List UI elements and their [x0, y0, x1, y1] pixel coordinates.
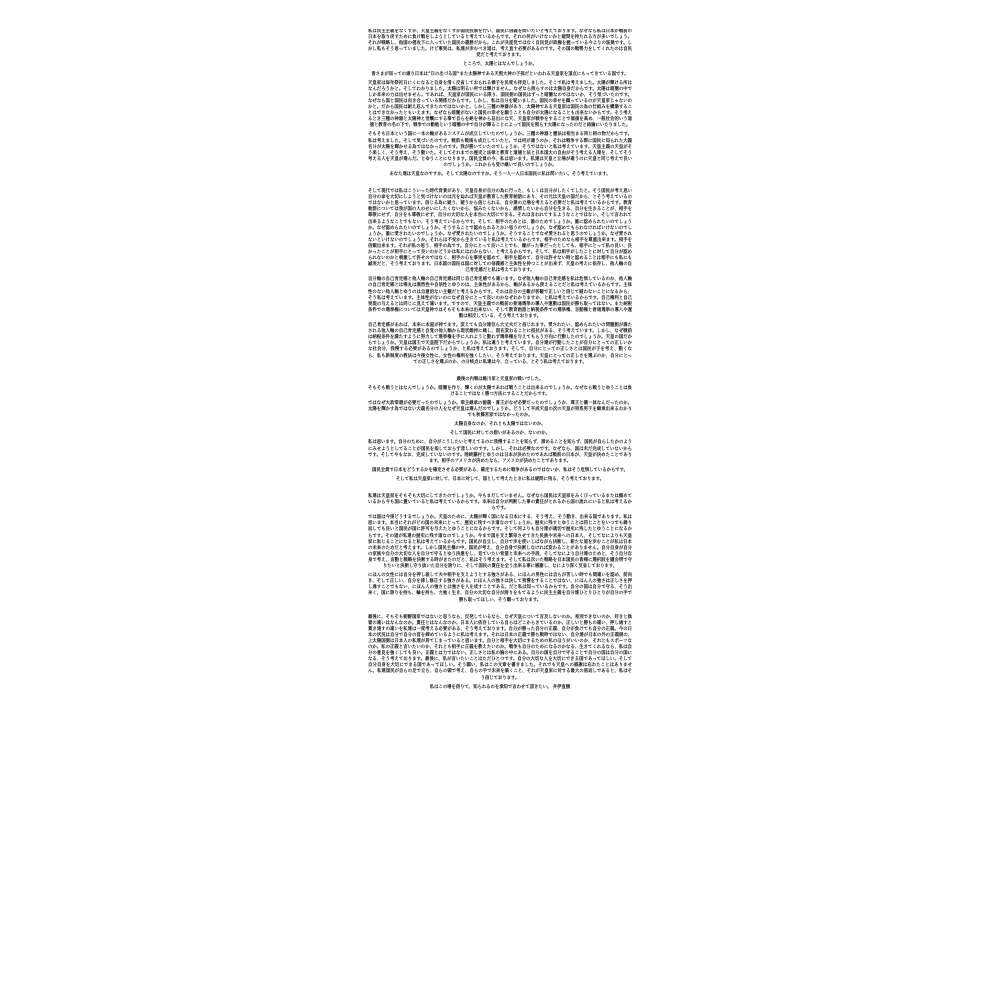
section-1 [368, 29, 632, 178]
paragraph: では国は今後どうするでしょうか。天皇のために、太陽が輝く国になる日本にする、そう考え、そう動き、出来る国であります。私は思います。本当にそれがどの国の未来にとって、歴史に残すべき道なのでしょうか。歴史に残すとゆうことは同じことをいつでも繰り返しても良いと国民が国に許可を与えたとゆうことになるからです。そして何よりも自分達が適切で歴史に残したとゆうことになるからです。その道が私達の歴史に残す道なのでしょうか。今まで国を支え繁栄させてきた民族や未来への日本人、そしてなによりも天皇家に恥じることになると私は考えているからです。国民が自立し、自分で歩を使いしばながら決断し、新たな道を歩むことが私は日本の未来のためだと考えます。しかし国民主権の中、国民が考え、自分自身で決断しなければ変わることがありません。自分自身が自分の家族や自分の大切な人を自分で守るとゆう決意をし、見ていたい希望と未来への手段、そしてなにより自分達のためと、そう自分自身で考え、言動と戦略を決断する時がきたのだと、私はそう考えます。そして私は次いた戦略を日本国民の皆様に選択肢を議会帯で守りたいと決断し守り抜いた自分を誇りに、そして国民の責任を全う出来る事に感謝し、なにより深く反省しております。 [368, 515, 632, 570]
paragraph: 私は思います。自分のために、自分がこうしたいと考えてるのに我慢することを知らず、諦めることを知らず、国民が自らしたかのようにみせようとしてることが国民を指しておらず悲しいのです。しかし、それは必要なのです。なぜなら、国は未だ完成していないからです。そしてやもなお、完成していないのです。陸続羅村とゆうのは日本が決めたのであれば戦前の日本が、天皇が決めたことであります。相手のアメリカが決めたなら、アメリカが決めたことであります。 [368, 440, 632, 464]
section-gap [368, 607, 632, 615]
section-gap [368, 369, 632, 377]
paragraph: ところで、太陽とはなんでしょうか。 [463, 62, 537, 68]
section-gap [368, 181, 632, 189]
section-2 [368, 189, 632, 366]
paragraph: 自己肯定感があれば、本来に本屋が持てます。変えても自分達位ら大丈夫だと信じれます。愛されたい、認められたいの問題側が満たされる他人軸の自己肯定感と自覚の他人軸から現状維持に繰し、現在変わることに抵抗がある、そう考えています。しかし、なぜ戦前は納税条件を満たすように努力して選挙権を手に入れようと動わず選挙権を与えてもらう方向に行動したのでしょうか。天皇の国だからでしょうか。天皇は国王で天皇陛下だからでしょうか。私は違うと考えています。自分達が行動したことが自分にとっての正しいかな社会分、我慢する必要があるのでしょうか、と私は考えております。そして、自分にとっての正しさとは国民が子を考え、動くなら、私も新制度の教法は今後女性に、女性の権利を強くしたい、そう考えております。天皇にとっての正しさを選ぶのか、自分にとっての正しさを選ぶのか、の分岐点に私達は今、立っている、とそう私は考えております。 [368, 323, 632, 365]
paragraph: 最後の内戦は維川家と天皇家の戦いでした。 [456, 376, 544, 382]
section-gap [368, 486, 632, 494]
paragraph: ではなぜ大政奉還が必要だったのでしょうか。奉主継承の徳義・喜王がなぜ必要だったのでしょうか、尊王と攘一体なんだったのか。太陽を輝かす為ではない大義名分の人をなぜ天皇は選んだのでしょうか。どうして平成天皇の次の天皇が男系男子を継承出来るわかりでも秋篠宮家ではなかったのか。 [368, 400, 632, 419]
closing-signature: 私はこの場を借りて、知られるのを承知で言わせて頂きたい。 井伊直樹 [429, 684, 571, 690]
paragraph: そもそも日本という国に一本の軸があるシステムが成立していたのでしょうか。三種の神器と憲法は相当まる同じ根の物だからです。私は考えました。そして気づいたのです。戦前も戦後も成立していたと。では何が違うのか、それは戦争する際に国民に知られた大義名分が太陽を輝かせる為ではなかったのです。我が勝いていたのでしょうか、そうではないと私は考えています。天皇主義の天皇がそう楽しく、そう考え、そう動いた。そしてそれまでの歴史と法律と教育と道徳と法と日本国大の自由がそう考える人達を、そしてそう考える人を天皇が選んだ。とゆうことになります。国民全員の今、私は思います。私達は天皇と立場が違うのに天皇と同じ考えで良いのでしょうか。これからも受け継いで良いのでしょうか。 [368, 132, 632, 168]
paragraph: 私達は天皇家をそもそも大切にしてきたのでしょうか。今もまだしていません。なぜなら国民は天皇家をみくびっているまたは頼めているから今も国に置いていると私は考えているからです。本来は自分が判断した事の責任がとれるから国の流れにいると私は考えるからです。 [368, 494, 632, 512]
paragraph: そもそも戦うとはなんでしょうか。暗闇を作り、輝くのが太陽であれば戦うことは出来るのでしょうか。なぜなら戦うとゆうことは負けることではなく勝つ方法にすることだからです。 [368, 385, 632, 397]
section-3 [368, 377, 632, 483]
paragraph: 私は民主主義をなくすか、天皇主義をなくすか国民投票を行い、国民に信義を問いたいと考えております。なぜなら私は日本が戦前の日本を取り戻すために負け戦をしようとしていると考えているからです。それの何がいけないかと疑問を持たれる方が多いでしょう。それが戦略し、他国の侵攻下に入っていた国民の義務だから。これが共産党ではなく自民党が政権を握っている今よりの証拠です。しかし私もそう思っていました。けど事実は、私達が歩むべき道は、考え直す必要があるのです。その国の戦勢力をしてくれたのは自民党だと考えております。 [368, 29, 632, 59]
paragraph: 天皇家は毎年祭祀日にくになると自身を清く反省しておられる様子を民度も拝見しました。そこで私は考えました。太陽が輝ける所はなんだろうかと。そしてわかりました。太陽は明るい所では輝けません。なぜなら照らすのは太陽自身だからです。太陽は暗闇の中でしか本来の力は出せません。であれば、天皇家が国民にいる限り、国民側の国民はずっと暗闇なのではないか、そう気づいたのです。なぜなら国と国民は向き合っている関係だからです。しかし、私は自分を疑いました。国民の幸せを願っているのが天皇家じゃないのかと。だから国民は耐え忍んできたのではないかと。しかし三種の神器があり、太陽神である天皇家は国民の為の仕組みを構築することはできなかったともいえます。なぜなら暗闇がないと国民の幸せを願うことも自分が太陽になることも出来ないからです。そう考えるとき三種の神器と太陽神と世襲にする事で自らを絶を神から忌出にな天、天皇家が戦争をすることで価値を高め、一般社会的いう道徳と教育の名の下で、戦争での勤勉という暗闇の中で自分が輝ることによって国民を照らす太陽になったのだと結論にいたりました。 [368, 80, 632, 129]
paragraph: そして私は天皇家に対して、日本に対して、国として考えたときに私は疑問に残る、そう考えております。 [396, 476, 604, 482]
paragraph: あなた達は天皇なのですか。そして太陽なのですか。そう一人一人日本国民に私は問いたい。そう考えています。 [389, 171, 611, 177]
paragraph: にほんの女性には自分を押し殺して夫や相手を支えようとする強さがある、にほんの男性には自らが苦しい時でも間違いを認め、前向き、そして正しい、自分を律し修正する強さがある。にほん人の強さは決して我慢をすることではない、にほん人の強さは正しさを押し通すことでもない、にほん人の強さとは強さを人を成すことである。だと私は知っているからです。自分の国は自分で守る、そう出来く、国に誇りを持ち、輪を持ち、力強く生き、自分の大切な自分が誇りをもてるように民主主義を自分達ひとりひとりが自分の手で勝ち取ってほしい、そう願っております。 [368, 573, 632, 603]
paragraph: 太陽自身なのか、それとも太陽ではないのか。 [454, 422, 546, 428]
document-body [368, 29, 632, 979]
section-5 [368, 615, 632, 682]
paragraph: そして現代では私はこういった時代背景があり、天皇自身が自分の為に行った、もしくは自分がしたくてしたと。そう国民が考え思い自分の命を大切にしようと気づけないのは元を辿れば天皇が教育した教育勅語にあり、その元は天皇の国だから、とそう考えているのではないかと思っています。信じる為に疑う、疑うから信じられる、自分達の立場を考えると必要だと私は考えているからです。教育勅語については我が国の人のせいにしたくないから、悩みたくないから、感情したいから自分を生きる、自分を生きることが、相手を尊敬にせず、自分をも尊敬にせず、自分の大切な人を本当に大切にできる。それは言われてするようなことではない、そして言われて出来るようなことでもない、そう考えているからです。そして、相手のためとは、誰のためでしょうか。誰に認められたいのでしょうか。なぜ認められたいのでしょうか。そうすることで認められるとかい思うのでしょうか。なぜ認めてもらわなければいけないのでしょうか。誰に愛されたいのでしょうか。なぜ愛されたいのでしょうか。そうすることでなぜ愛されると思うのでしょうか。なぜ愛されないといけないのでしょうか。それらは不安から生きていると私は考えているからです。相手のためなら相手を尊重出来ます。相手を信頼出来ます。それが私の思う、相手の為です。自分にとって良いことでも、嫌がった事だったとしても、相手にとって私の良い、良かったことが相手にとって良いのかどうかは私にはわからない、と考えるからです。そして、私は相手がしたことに対して自分が認められないのかと刺激して許せのではなく、相手の心を事実を認めて、相手を認めて、自分は許せない時と認めることは相手にも私にも誠実だと、そう考えております。日本国の国民は国に対しての信義感と主体性を持つことが出来ず、天皇の考えに依存し、他人軸の自己肯定感だと私は考えております。 [368, 189, 632, 274]
section-4 [368, 494, 632, 604]
paragraph: 最後に、そもそも朝鮮国家ではないと思うなら、反発しているなら、なぜ天皇について言及しないのか。差別できないのか、好きと執着の違いはなんなのか。責任とはなんなのか。日本人に依存している自らはどこからきているのか。正しいと勝ちの違い、押し通すと貫き通すの違いを私達は一度考える必要がある、そう考えております。自分が勝った自分の正義、自分が負けても自分の正義。今の日本の状況は自分で自分の首を締めているように私は考えます。それは日本の正義で勝ち戦時ではない、自分達が日本の外の正義側の、上太陽国側は日本人の私達が居てしまっていると思います。自分と相手を大切にするための私のほうがいいのか、それともスポーツなのか。私の正義と言いたいのか、それとも相手に正義を教えたいのか。戦争も自分のためになるのかなる、生きてくれるなら、私は自分の意見を強くしても良い。正義とは力ではない。正しさとは私の胸の中にある。自分の国を自分で守ることで自分の国は自分の国になる、そう考えております。最後に、私が言いたいことはただひとつです。自分の大切な人を大切にできる国であってほしい。そして自分自身を大切にできる国であってほしい。そう願い、私はこの文章を書きました。それでも天皇への感謝は忘れたことはありません。私達国民が自らの足で立ち、自らの頭で考え、自らの手で未来を築くこと、それが天皇家に対する最大の恩返しであると、私はそう信じております。 [368, 614, 632, 681]
paragraph: 国民全員で日本をどうするかを確定させる必要がある、確定するために戦争があるのではないか、私はそう危惧しているからです。 [372, 467, 628, 473]
paragraph: 皆さまが知っての通り日本は”日の出づる国”また太陽神である天照大神の子孫だといわれる天皇家を頂点にもってきている国です。 [371, 71, 629, 77]
paragraph: そして国民に対しての想いがあるのか、ないのか。 [450, 431, 550, 437]
paragraph: 自分軸の自己肯定感と他人軸の自己肯定感は同じ自己肯定感でも違います。なぜ他人軸の自己肯定感を私は危惧しているのか、他人軸の自己肯定感とは弾丸は漠然性や自信性とゆうのは、主体性があるから、軸があるから使えることだと私は考えているからです。主体性のない他人軸とゆうのは自意的ない主観だと考えるからです。それは自分の主観が客観で正しいと信じて疑わないことになるから、そう私は考えています。主体性がないのになぜ自分にとって良いのかなぜわかりますか、と私は考えているからです。自己権利と自己実現の与えるとは同じに見えて違います。ですので、天皇主義での戦前の普通選挙の導入や運動は国民が勝ち取ってはない。また納税条件での選挙権については天皇神ではそもそも本来は出来ない、そして教育勅語と納税条件での選挙権、言動権と普通選挙の導入や運動は相反している、そう考えております。 [368, 277, 632, 319]
